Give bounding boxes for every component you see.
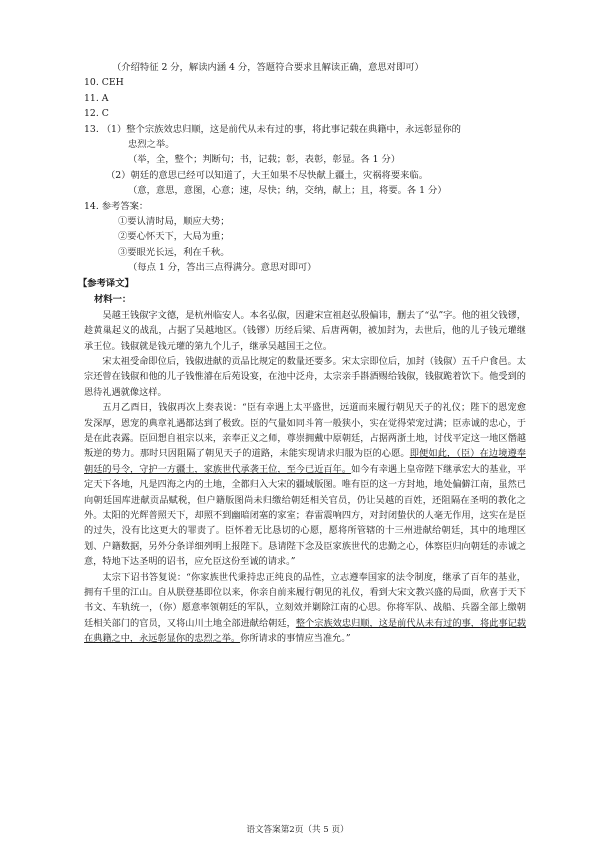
- answer-10: 10. CEH: [84, 77, 124, 89]
- answer-page: [78, 60, 527, 647]
- paragraph-4-text-b: 你所请求的事情应当准允。”: [240, 633, 351, 645]
- answer-14-point-3: ③要眼光长远，利在千秋。: [118, 246, 230, 258]
- paragraph-4-text-a: 太宗下诏书答复说：“你家族世代秉持忠正纯良的品性，立志遵奉国家的法令制度，继承了百年的基业，拥有千里的江山。自从朕登基即位以来，你亲自前来履行朝见的礼仪，看到大宋文教兴盛的局面，欣喜于天下书文、车轨统一，（你）愿意率领朝廷的军队，立刻效并剿除江南的心思。你将军队、战船、兵器全部上缴朝廷相关部门的官员，又将山川土地全部进献给朝廷，: [84, 571, 526, 629]
- answer-note-9: （介绍特征 2 分，解读内涵 4 分，答题符合要求且解读正确，意思对即可）: [112, 62, 424, 73]
- answer-12: 12. C: [84, 108, 109, 120]
- answer-14: 14. 参考答案：: [84, 200, 149, 212]
- answer-14-scoring: （每点 1 分，答出三点得满分。意思对即可）: [128, 262, 317, 274]
- translation-paragraph-2: 宋太祖受命即位后，钱俶进献的贡品比规定的数量还要多。宋太宗即位后，加封（钱俶）五千户食邑。太宗还曾在钱俶和他的儿子钱惟濬在后苑设宴，在池中泛舟，太宗亲手斟酒赐给钱俶，钱俶跪着饮下。他受到的恩待礼遇就像这样。: [84, 355, 526, 398]
- answer-14-point-1: ①要认清时局，顺应大势；: [118, 216, 230, 228]
- answer-11: 11. A: [84, 92, 109, 104]
- translation-paragraph-4: [84, 570, 526, 647]
- answer-14-point-2: ②要心怀天下，大局为重；: [118, 231, 230, 243]
- paragraph-3-text-a: 五月乙酉日，钱俶再次上奏表说：“臣有幸遇上太平盛世，远道而来履行朝见天子的礼仪；陛下的恩宠愈发深厚，恩宠的典章礼遇都达到了极致。臣的气量如同斗筲一般狭小，实在觉得荣宠过满；臣赤诚的忠心，于是在此表露。臣回想自祖宗以来，亲奉正义之师，尊崇拥戴中原朝廷，占据两浙土地，讨伐平定这一地区僭越叛逆的势力。那时只因阻隔了朝见天子的道路，未能实现请求归服为臣的心愿。: [84, 402, 526, 460]
- answer-13-2: （2）朝廷的意思已经可以知道了，大王如果不尽快献上疆土，灾祸将要来临。: [106, 169, 429, 181]
- translation-paragraph-1: 吴越王钱俶字文德，是杭州临安人。本名弘俶，因避宋宣祖赵弘殷偏讳，删去了“弘”字。他的祖父钱镠，趁黄巢起义的战乱，占据了吴越地区。（钱镠）历经后梁、后唐两朝，被加封为，去世后，他的儿子钱元瓘继承王位。钱俶就是钱元瓘的第九个儿子，继承吴越国王之位。: [84, 309, 526, 352]
- translation-heading: 【参考译文】: [78, 277, 134, 289]
- answer-13-1-cont: 忠烈之举。: [128, 139, 175, 151]
- material-label: 材料一：: [94, 293, 132, 305]
- paragraph-3-underlined: 即便如此，（臣）在边境遵奉朝廷的号令，守护一方疆土，家族世代承袭王位，至今已近百年。: [84, 448, 526, 475]
- answer-13-2-scoring: （意，意思，意图，心意；速，尽快；纳，交纳，献上；且，将要。各 1 分）: [128, 185, 447, 197]
- page-footer: 语文答案第2页（共 5 页）: [246, 825, 349, 835]
- paragraph-4-underlined: 整个宗族效忠归顺，这是前代从未有过的事，将此事记载在典籍之中，永远彰显你的忠烈之举。: [84, 617, 527, 645]
- paragraph-3-text-b: 如今有幸遇上皇帝陛下继承宏大的基业，平定天下各地，凡是四海之内的土地，全都归入大宋的疆域版图。唯有臣的这一方封地，地处偏僻江南，虽然已向朝廷国库进献贡品赋税，但户籍版图尚未归缴给朝廷相关官员，仍让吴越的百姓，还阻隔在圣明的教化之外。太阳的光辉普照天下，却照不到幽暗闭塞的家室；春雷震响四方，对封闭蛰伏的人毫无作用，这实在是臣的过失，没有比这更大的罪责了。臣怀着无比恳切的心愿，愿将所管辖的十三州进献给朝廷，其中的地理区划、户籍数据，另外分条详细列明上报陛下。恳请陛下念及臣家族世代的忠勤之心，体察臣归向朝廷的赤诚之意，特地下达圣明的诏书，应允臣这份至诚的请求。”: [84, 463, 527, 568]
- translation-paragraph-3: [84, 400, 526, 569]
- answer-13-1: 13. （1）整个宗族效忠归顺，这是前代从未有过的事，将此事记载在典籍中，永远彰显你的: [84, 123, 461, 135]
- answer-13-1-scoring: （举，全，整个；判断句；书，记载；彰，表彰，彰显。各 1 分）: [128, 154, 401, 166]
